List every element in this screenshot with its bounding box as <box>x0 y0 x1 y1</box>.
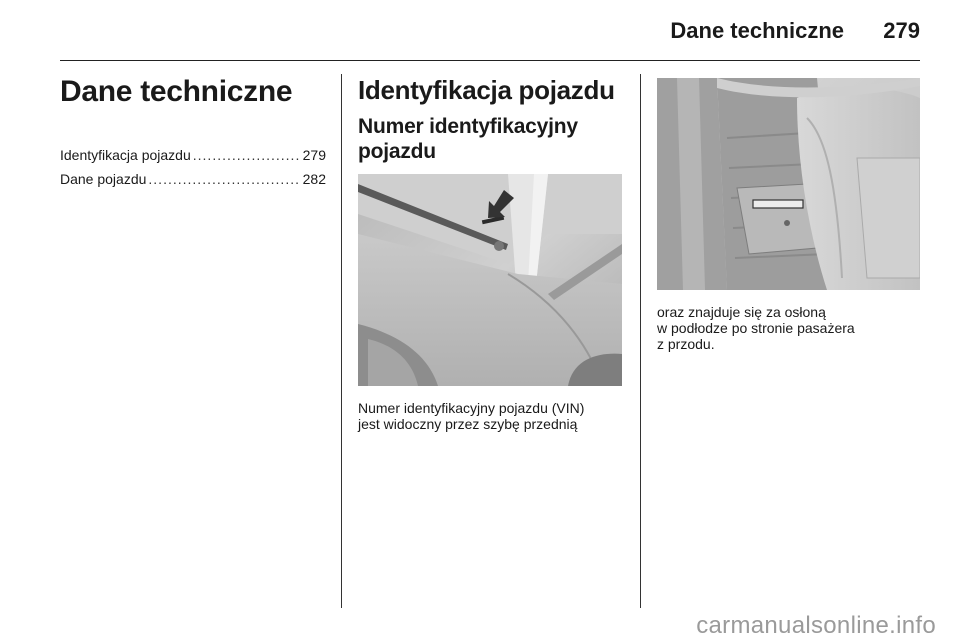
toc-entry-label: Identyfikacja pojazdu <box>60 147 191 163</box>
subsection-title-line: pojazdu <box>358 140 436 163</box>
toc-leader-dots <box>148 171 300 187</box>
column-vin-floor-location <box>657 74 920 352</box>
toc-entry-page: 282 <box>302 171 326 187</box>
vin-floor-cover-illustration <box>657 78 920 290</box>
page-number: 279 <box>883 18 920 43</box>
subsection-title <box>358 114 622 164</box>
page-header <box>60 14 920 61</box>
text-line: w podłodze po stronie pasażera <box>657 320 855 336</box>
column-chapter <box>60 74 326 195</box>
floor-location-text <box>657 304 920 352</box>
column-divider-right <box>640 74 641 608</box>
caption-line: jest widoczny przez szybę przednią <box>358 416 578 432</box>
column-divider-left <box>341 74 342 608</box>
toc-entry[interactable] <box>60 147 326 171</box>
text-line: oraz znajduje się za osłoną <box>657 304 826 320</box>
vin-windshield-illustration <box>358 174 622 386</box>
vin-caption <box>358 400 622 432</box>
chapter-title: Dane techniczne <box>60 75 293 108</box>
toc-entry-page: 279 <box>302 147 326 163</box>
toc-entry[interactable] <box>60 171 326 195</box>
toc-leader-dots <box>193 147 301 163</box>
column-vehicle-identification <box>358 74 622 432</box>
chapter-toc <box>60 147 326 195</box>
caption-line: Numer identyfikacyjny pojazdu (VIN) <box>358 400 585 416</box>
source-watermark: carmanualsonline.info <box>696 612 936 639</box>
section-title: Identyfikacja pojazdu <box>358 75 615 105</box>
subsection-title-line: Numer identyfikacyjny <box>358 115 578 138</box>
text-line: z przodu. <box>657 336 715 352</box>
running-title: Dane techniczne <box>670 18 844 43</box>
toc-entry-label: Dane pojazdu <box>60 171 147 187</box>
